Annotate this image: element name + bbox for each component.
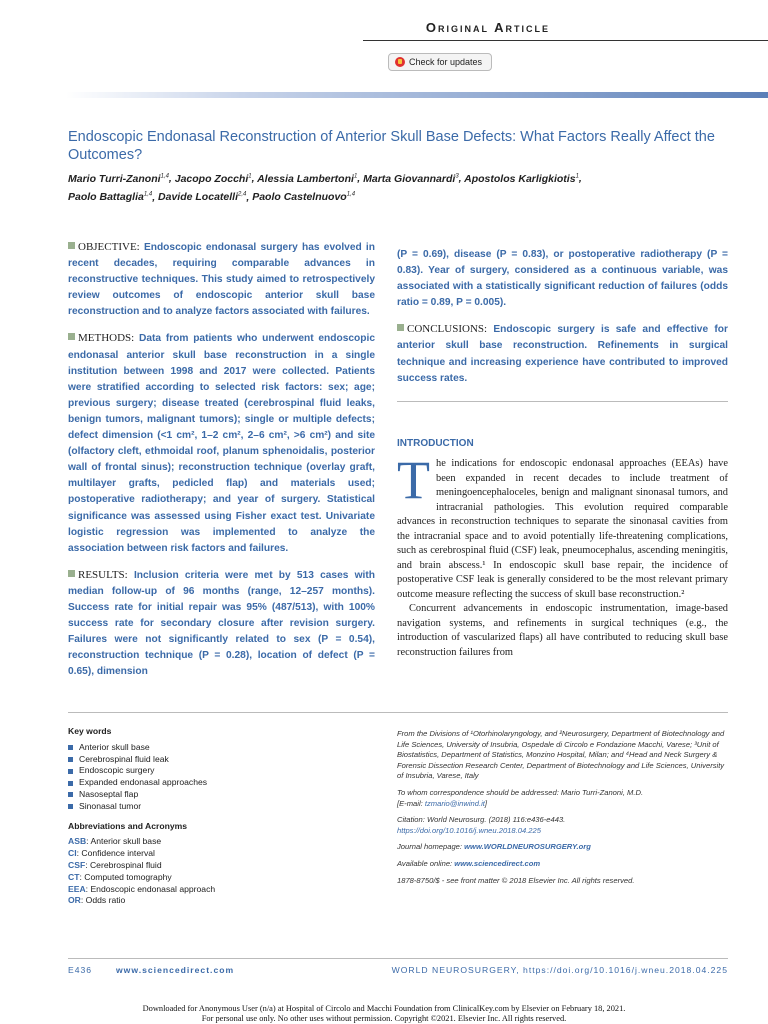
keyword-item: Nasoseptal flap [68,789,368,801]
author: Paolo Battaglia$^{1,4}$ [68,191,153,203]
download-notice [0,1004,768,1024]
footer-rule [68,958,728,959]
page-footer [68,965,728,975]
abbreviation-item: CI: Confidence interval [68,848,155,859]
article-type-label: Original Article [425,20,550,35]
keyword-item: Endoscopic surgery [68,765,368,777]
intro-paragraph: The indications for endoscopic endonasal approaches (EEAs) have been expanded in recent decades to include treatment of meningoencephaloceles, benign and malignant sinonasal tumors, and intracranial pathologies. This evolution required comparable advances in reconstruction techniques to separate the sinonasal cavities from the intracranial space and to avoid potentially life-threatening complications, such as cerebrospinal fluid (CSF) leak, pneumocephalus, ascending meningitis, and brain abscess.¹ In endoscopic skull base repair, the incidence of postoperative CSF leak is generally considered to be the most relevant primary outcome measure reflecting the success of skull base reconstruction.² [397,450,728,600]
check-updates-label: Check for updates [409,57,483,67]
abstract-methods: METHODS: Data from patients who underwent endoscopic endonasal anterior skull base reconstruction in a single institution between 1998 and 2017 were collected. Patients were stratified according to selected risk factors: sex; age; previous surgery; disease treated (cerebrospinal fluid leaks, benign tumors, malignant tumors); single or multiple defects; defect dimension (<1 cm², 1–2 cm², 2–6 cm², >6 cm²) and site (olfactory cleft, ethmoidal roof, planum sphenoidalis, posterior wall of frontal sinus); reconstruction technique (overlay graft, multilayer grafts, pedicled flap) and materials used; postoperative radiotherapy; and year of surgery. Statistical significance was assessed using Fisher exact test. Univariate logistic regression was implemented to analyze the association between risk factors and failures. [68,332,375,554]
affiliations-block [397,729,728,892]
journal-homepage: Journal homepage: www.WORLDNEUROSURGERY.org [397,842,591,852]
footer-journal: WORLD NEUROSURGERY, https://doi.org/10.1016/j.wneu.2018.04.225 [391,965,728,975]
author: Marta Giovannardi$^3$ [363,172,459,185]
footer-site-link[interactable]: www.sciencedirect.com [116,965,235,975]
download-notice-line: For personal use only. No other uses without permission. Copyright ©2021. Elsevier Inc. All rights reserved. [201,1014,567,1023]
page-number: E436 [68,965,93,975]
abstract-results: RESULTS: Inclusion criteria were met by 513 cases with median follow-up of 96 months (range, 12–257 months). Success rate for initial repair was 95% (487/513), with 100% success rate for secondary closure after revision surgery. Failures were not significantly related to sex (P = 0.54), reconstruction technique (P = 0.28), location of defect (P = 0.65), dimension [68,568,375,678]
article-title: Endoscopic Endonasal Reconstruction of Anterior Skull Base Defects: What Factors Really Affect the Outcomes? [68,129,715,163]
author: Mario Turri-Zanoni$^{1,4}$ [68,172,169,185]
bullet-square-icon [68,769,73,774]
available-online: Available online: www.sciencedirect.com [397,858,541,868]
email-link[interactable]: tzmario@inwind.it [424,798,485,808]
bullet-square-icon [68,242,75,249]
bullet-square-icon [68,792,73,797]
abstract-objective: OBJECTIVE: Endoscopic endonasal surgery has evolved in recent decades, requiring comparable advances in reconstructive techniques. This study aimed to retrospectively review outcomes of endoscopic anterior skull base reconstruction and to analyze factors associated with failures. [68,241,375,318]
affiliations-text: From the Divisions of ¹Otorhinolaryngology, and ²Neurosurgery, Department of Biotechnology and Life Sciences, University of Insubria, Ospedale di Circolo e Fondazione Macchi, Varese; ³Unit of Biostatistics, Department of Statistics, Monzino Hospital, Milan; and ⁴Head and Neck Surgery & Forensic Dissection Research Center, Department of Biotechnology and Life Sciences, University of Insubria, Varese, Italy [397,729,725,781]
section-divider [397,401,728,402]
homepage-link[interactable]: www.WORLDNEUROSURGERY.org [464,842,591,852]
download-notice-line: Downloaded for Anonymous User (n/a) at Hospital of Circolo and Macchi Foundation from ClinicalKey.com by Elsevier on February 18, 2021. [142,1004,626,1013]
abbreviation-item: EEA: Endoscopic endonasal approach [68,883,216,894]
author: Apostolos Karligkiotis$^1$ [464,172,579,185]
correspondence: To whom correspondence should be addressed: Mario Turri-Zanoni, M.D. [E-mail: tzmario@inwind.it] [397,787,644,808]
keywords-box [68,726,368,907]
intro-paragraph: Concurrent advancements in endoscopic instrumentation, image-based navigation systems, and refinements in surgical techniques (e.g., the introduction of vascularized flaps) all have contributed to reducing skull base reconstruction failures from [397,603,728,658]
footnote-divider [68,712,728,713]
abstract-results-continued: (P = 0.69), disease (P = 0.83), or postoperative radiotherapy (P = 0.83). Year of surgery, considered as a continuous variable, was associated with a statistically significant reduction of failures (odds ratio = 0.89, P = 0.005). [397,249,728,309]
introduction-text [397,450,728,660]
sciencedirect-link[interactable]: www.sciencedirect.com [454,858,541,868]
check-for-updates-button[interactable] [388,53,492,71]
abstract-right-column [397,247,728,397]
citation: Citation: World Neurosurg. (2018) 116:e436-e443. https://doi.org/10.1016/j.wneu.2018.04.225 [397,815,566,835]
abstract-conclusions: CONCLUSIONS: Endoscopic surgery is safe and effective for anterior skull base reconstruction. Refinements in surgical technique and increasing experience have contributed to improved success rates. [397,323,728,384]
abbreviation-item: CT: Computed tomography [68,871,172,882]
header-rule [363,40,768,41]
bullet-square-icon [68,745,73,750]
abstract-left-column [68,239,375,690]
bullet-square-icon [68,804,73,809]
copyright: 1878-8750/$ - see front matter © 2018 Elsevier Inc. All rights reserved. [397,875,635,885]
bullet-square-icon [68,781,73,786]
abbreviations-heading: Abbreviations and Acronyms [68,820,188,831]
author: Alessia Lambertoni$^1$ [257,172,358,185]
bullet-square-icon [397,324,404,331]
keyword-item: Anterior skull base [68,742,368,754]
abbreviation-item: OR: Odds ratio [68,895,126,906]
introduction-heading: INTRODUCTION [397,438,474,449]
keyword-item: Expanded endonasal approaches [68,777,368,789]
author: Jacopo Zocchi$^1$ [174,172,252,185]
bullet-square-icon [68,757,73,762]
bullet-square-icon [68,333,75,340]
bullet-square-icon [68,570,75,577]
drop-cap: T [397,450,430,510]
crossmark-icon [395,57,405,67]
abbreviation-item: CSF: Cerebrospinal fluid [68,859,162,870]
abbreviation-item: ASB: Anterior skull base [68,836,162,847]
keywords-heading: Key words [68,726,112,736]
author: Davide Locatelli$^{2,4}$ [158,191,247,203]
doi-link[interactable]: https://doi.org/10.1016/j.wneu.2018.04.225 [397,825,541,835]
keyword-item: Cerebrospinal fluid leak [68,754,368,766]
author-list: Mario Turri-Zanoni$^{1,4}$, Jacopo Zocchi$^1$, Alessia Lambertoni$^1$, Marta Giovannardi$^3$, Apostolos Karligkiotis$^1$, Paolo Battaglia$^{1,4}$, Davide Locatelli$^{2,4}$, Paolo Castelnuovo$^{1,4}$ [68,172,582,203]
keyword-item: Sinonasal tumor [68,801,368,813]
author: Paolo Castelnuovo$^{1,4}$ [252,191,356,203]
title-rule [66,92,768,98]
